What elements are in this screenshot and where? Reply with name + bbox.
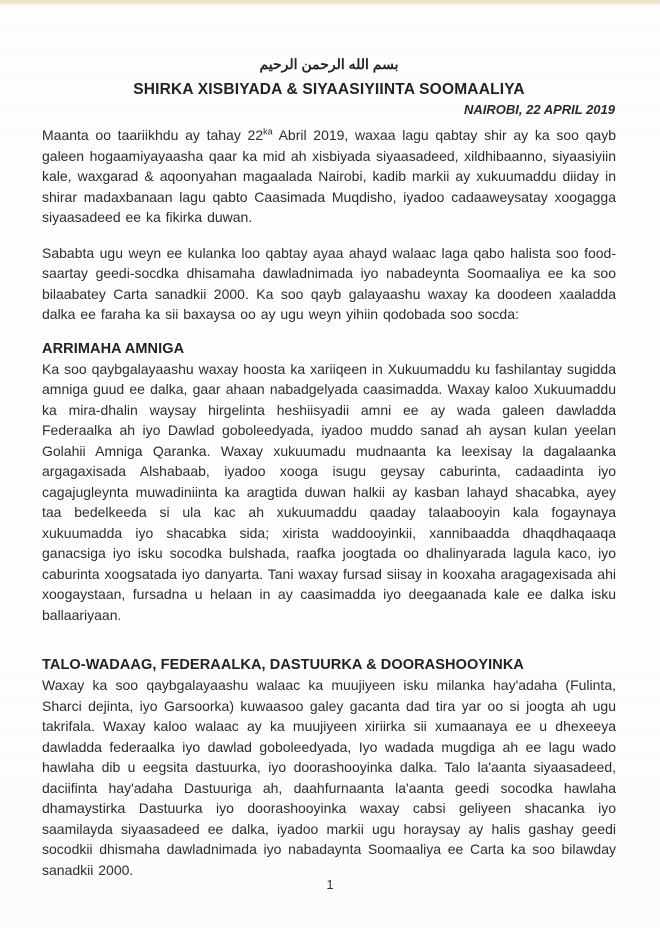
document-title: SHIRKA XISBIYADA & SIYAASIYIINTA SOOMAALIYA	[133, 81, 525, 98]
section-heading-security: ARRIMAHA AMNIGA	[42, 340, 185, 357]
purpose-paragraph: Sababta ugu weyn ee kulanka loo qabtay ayaa ahayd walaac laga qabo halista soo food-saartay geedi-socdka dhisamaha dawladnimada iyo nabadeynta Soomaaliya ee ka soo bilaabatey Carta sanadkii 2000. Ka soo qayb galayaashu waxay ka doodeen xaaladda dalka ee faraha ka sii baxaysa oo ay ugu weyn yihiin qodobada soo socda:	[42, 244, 616, 322]
intro-text-pre: Maanta oo taariikhdu ay tahay 22	[42, 127, 264, 143]
intro-text-post: Abril 2019, waxaa lagu qabtay shir ay ka soo qayb galeen hogaamiyayaasha qaar ka mid ah xisbiyada siyaasadeed, xildhibaanno, siyaasiyiin kale, waxgarad & aqoonyahan magaalada Nairobi, kadib markii ay xukuumaddu diiday in shirar madaxbanaan lagu qabto Caasimada Muqdisho, iyadoo cadaaweysatay xoogagga siyaasadeed ee ka fikirka duwan.	[42, 127, 617, 225]
section-security	[42, 340, 616, 626]
dateline: NAIROBI, 22 APRIL 2019	[464, 102, 615, 117]
scan-top-edge	[0, 0, 660, 5]
section-body-security: Ka soo qaybgalayaashu waxay hoosta ka xariiqeen in Xukuumaddu ku fashilantay sugidda amniga guud ee dalka, gaar ahaan nabadgelyada caasimadda. Waxay kaloo Xukuumaddu ka mira-dhalin waysay hirgelinta heshiisyadii amni ee ay wada galeen dawladda Federaalka ah iyo Dawlad goboleedyada, iyadoo muddo sanad ah aysan kulan yeelan Golahii Amniga Qaranka. Waxay xukuumadu mudnaanta ka leexisay la dagalaanka argagaxisada Alshabaab, iyadoo xooga isugu geysay caburinta, cadaadinta iyo cagajugleynta muwadiniinta ka aragtida duwan halkii ay kasban lahayd shacabka, ayey taa bedelkeeda si ula kac ah xukuumaddu qaaday talaabooyin kala fogaynaya xukuumadda iyo shacabka sida; xirista waddooyinkii, xannibaadda dhaqdhaqaaqa ganacsiga iyo isku socodka bulshada, raafka joogtada oo dhalinyarada lagula kaco, iyo caburinta xoogsatada iyo danyarta. Tani waxay fursad siisay in kooxaha aragagexisada ahi xoogaystaan, fursadna u helaan in ay caasimadda iyo deegaanada kale ee dalka isku ballaariyaan.	[42, 360, 616, 623]
section-heading-consultation: TALO-WADAAG, FEDERAALKA, DASTUURKA & DOORASHOOYINKA	[42, 657, 524, 673]
date-ordinal-superscript: ka	[263, 126, 273, 137]
intro-paragraph	[42, 125, 616, 228]
section-consultation	[42, 656, 616, 880]
section-body-consultation: Waxay ka soo qaybgalayaashu walaac ka muujiyeen isku milanka hay'adaha (Fulinta, Sharci dejinta, iyo Garsoorka) kuwaasoo galey gacanta dad tira yar oo si joogta ah ugu takrifala. Waxay kaloo walaac ay ka muujiyeen xiriirka sii xumaanaya ee u dhexeeya dawladda federaalka iyo dawlad goboleedyada, Iyo wadada mugdiga ah ee lagu wado hawlaha dib u eegsita dastuurka, iyo doorashooyinka dalka. Talo la'aanta siyaasadeed, daciifinta hay'adaha Dastuuriga ah, daahfurnaanta la'aanta geedi socodka hawlaha dhamaystirka Dastuurka iyo doorashooyinka waxay cabsi geliyeen shacanka iyo saamilayda siyaasadeed ee dalka, iyadoo markii ugu horaysay ay halis gashay geedi socodkii dhismaha dawladnimada iyo nabadaynta Soomaaliya ee Carta ka soo bilawday sanadkii 2000.	[42, 677, 616, 878]
bismillah-text: بسم الله الرحمن الرحيم	[259, 56, 399, 72]
page-number: 1	[326, 877, 334, 892]
